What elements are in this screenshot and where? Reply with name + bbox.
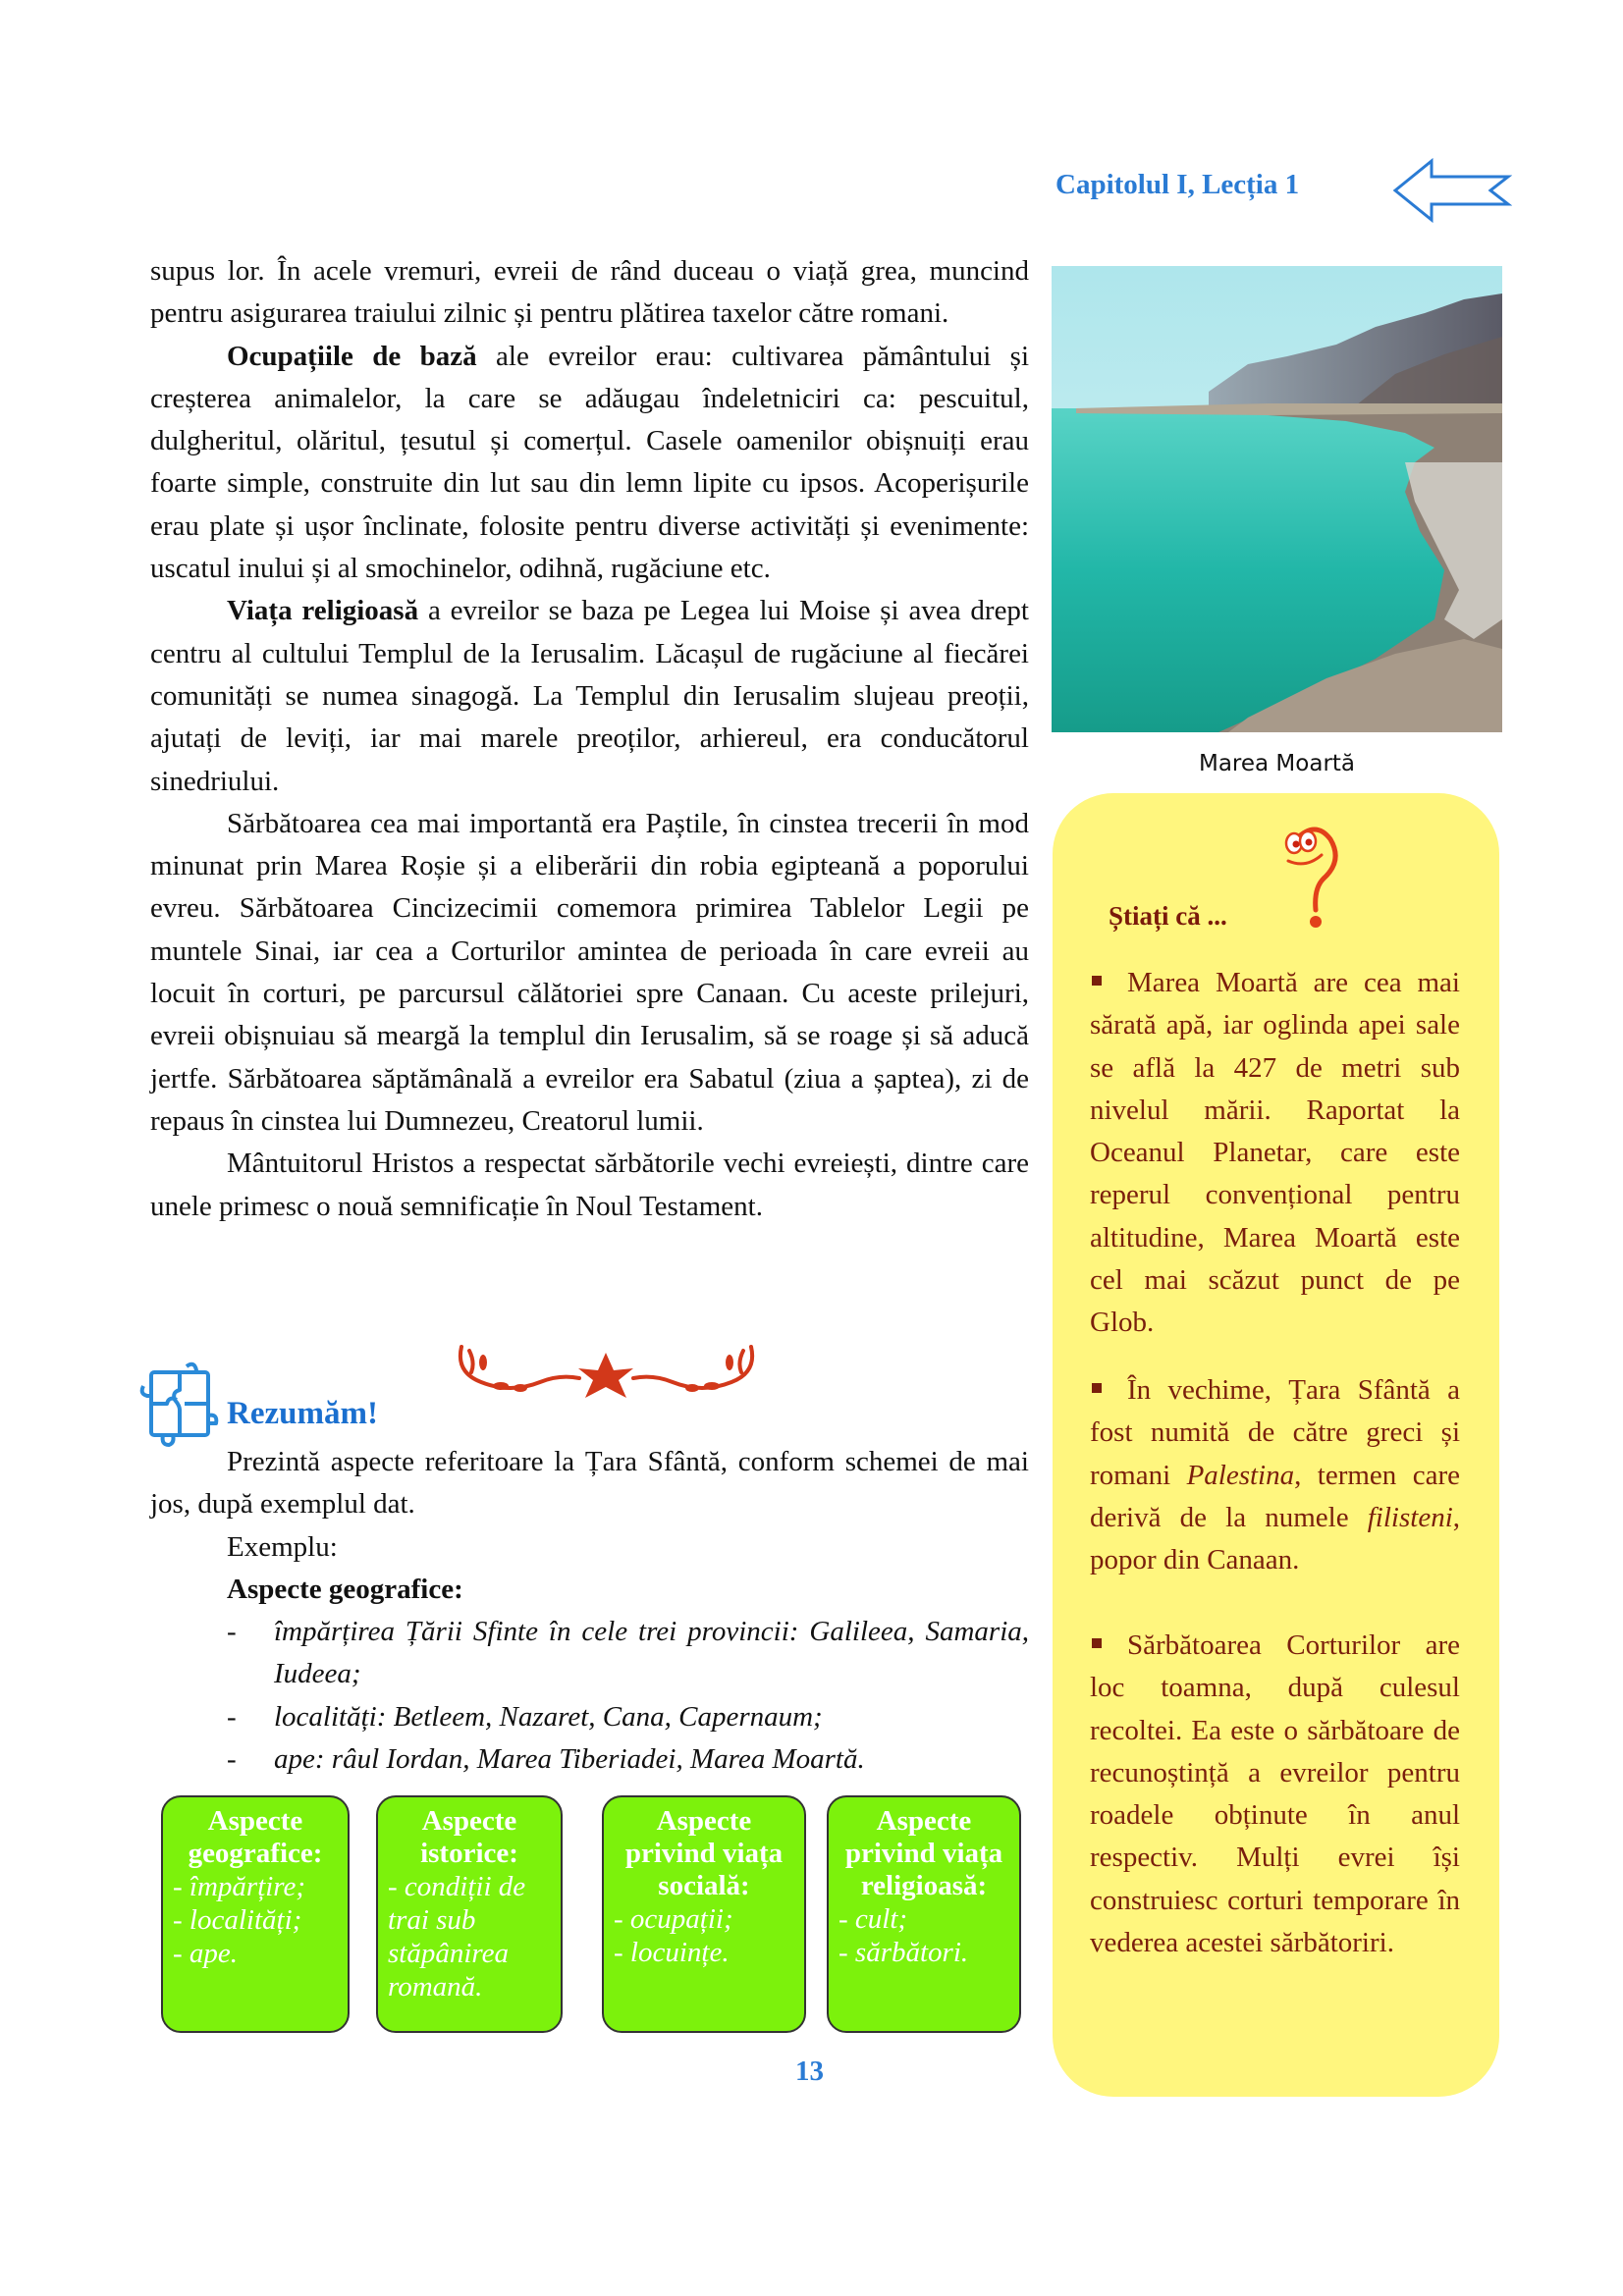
floral-ornament-icon (442, 1343, 771, 1404)
dash-marker: - (227, 1700, 237, 1733)
summary-instruction: Prezintă aspecte referitoare la Țara Sfântă, conform schemei de mai jos, după exemplul dat. (150, 1446, 1029, 1521)
photo-caption: Marea Moartă (1198, 751, 1356, 776)
fact-dead-sea (1090, 962, 1460, 1345)
scheme-box-line: - sărbători. (839, 1937, 969, 1968)
example-item-text: localități: Betleem, Nazaret, Cana, Capernaum; (274, 1700, 823, 1733)
fact-palestina (1090, 1369, 1460, 1581)
page-number: 13 (795, 2056, 824, 2087)
paragraph-religious-life-text: a evreilor se baza pe Legea lui Moise și avea drept centru al cultului Templul de la Ierusalim. Lăcașul de rugăciune al fiecărei comunități se numea sinagogă. La Templul din Ierusalim slujeau preoții, ajutați de leviți, iar mai marele preoților, arhiereul, era conducătorul sinedriului. (150, 595, 1029, 797)
example-item-text: ape: râul Iordan, Marea Tiberiadei, Marea Moartă. (274, 1743, 865, 1776)
example-item-text: împărțirea Țării Sfinte în cele trei provincii: Galileea, Samaria, Iudeea; (274, 1616, 1029, 1690)
paragraph-christ: Mântuitorul Hristos a respectat sărbătorile vechi evreiești, dintre care unele primesc o nouă semnificație în Noul Testament. (150, 1148, 1029, 1222)
example-heading (150, 1569, 1029, 1611)
puzzle-icon (139, 1361, 223, 1449)
summary-title: Rezumăm! (227, 1396, 378, 1431)
scheme-box-geographic (161, 1795, 350, 2033)
example-item (150, 1696, 1029, 1738)
example-item (150, 1738, 1029, 1781)
scheme-box-line: - cult; (839, 1903, 908, 1935)
bullet-icon (1092, 1383, 1102, 1393)
example-label: Exemplu: (227, 1530, 338, 1563)
scheme-box-title: Aspecte privind viața socială: (624, 1805, 784, 1901)
scheme-box-title: Aspecte geografice: (188, 1805, 323, 1869)
scheme-box-title: Aspecte privind viața religioasă: (844, 1805, 1003, 1901)
paragraph-occupations-text: ale evreilor erau: cultivarea pământului și creșterea animalelor, la care se adăugau îndeletniciri ca: pescuitul, dulgheritul, olăritul, țesutul și comerțul. Casele oamenilor obișnuiți erau foarte simple, construite din lut sau din lemn lipite cu ipsos. Acoperișurile erau plate și ușor înclinate, folosite pentru diverse activități și evenimente: uscatul inului și al smochinelor, odihnă, rugăciune etc. (150, 340, 1030, 585)
fact-text: , popor din Canaan. (1090, 1501, 1460, 1576)
paragraph-intro: supus lor. În acele vremuri, evreii de rând duceau o viață grea, muncind pentru asigurarea traiului zilnic și pentru plătirea taxelor către romani. (150, 255, 1029, 330)
example-heading-text: Aspecte geografice: (227, 1573, 463, 1605)
left-arrow-icon (1392, 157, 1512, 224)
dash-marker: - (227, 1616, 237, 1648)
fact-text: Marea Moartă are cea mai sărată apă, iar oglinda apei sale se află la 427 de metri sub nivelul mării. Raportat la Oceanul Planetar, care este reperul convențional pentru altitudine, Marea Moartă este cel mai scăzut punct de pe Glob. (1090, 967, 1460, 1339)
term-religious-life: Viața religioasă (227, 595, 419, 627)
fact-text: Sărbătoarea Corturilor are loc toamna, după culesul recoltei. Ea este o sărbătoare de recunoștință a evreilor pentru roadele obținute în anul respectiv. Mulți evrei își construiesc corturi temporare în vederea acestei sărbătoriri. (1090, 1629, 1460, 1959)
fact-text: În vechime, Țara Sfântă a fost numită de către greci și romani (1090, 1374, 1460, 1491)
scheme-box-title: Aspecte istorice: (420, 1805, 518, 1869)
scheme-box-religious (827, 1795, 1021, 2033)
question-mark-face-icon (1276, 820, 1355, 933)
paragraph-occupations (150, 336, 1029, 591)
chapter-lesson-header: Capitolul I, Lecția 1 (1055, 169, 1300, 200)
example-item (150, 1611, 1029, 1696)
scheme-box-line: - împărțire; (173, 1871, 306, 1902)
dead-sea-photo (1052, 266, 1502, 732)
term-occupations: Ocupațiile de bază (227, 340, 477, 372)
scheme-box-line: - ape. (173, 1938, 239, 1969)
scheme-box-line: - locuințe. (614, 1937, 730, 1968)
scheme-box-line: - localități; (173, 1904, 302, 1936)
term-filisteni: filisteni (1367, 1501, 1453, 1533)
did-you-know-title: Știați că ... (1109, 901, 1227, 931)
scheme-box-line: - ocupații; (614, 1903, 733, 1935)
paragraph-feasts: Sărbătoarea cea mai importantă era Paștile, în cinstea trecerii în mod minunat prin Marea Roșie și a eliberării din robia egipteană a poporului evreu. Sărbătoarea Cincizecimii comemora primirea Tablelor Legii pe muntele Sinai, iar cea a Corturilor amintea de perioada în care evreii au locuit în corturi, pe parcursul călătoriei spre Canaan. Cu aceste prilejuri, evreii obișnuiau să meargă la templul din Ierusalim, să se roage și să aducă jertfe. Sărbătoarea săptămânală a evreilor era Sabatul (ziua a șaptea), zi de repaus în cinstea lui Dumnezeu, Creatorul lumii. (150, 807, 1029, 1137)
fact-tabernacles (1090, 1625, 1460, 1964)
main-text (150, 250, 1029, 1228)
scheme-box-historical (376, 1795, 563, 2033)
scheme-box-line: - condiții de trai sub stăpânirea romană. (388, 1871, 526, 2002)
bullet-icon (1092, 1638, 1102, 1648)
summary-section (150, 1441, 1029, 1781)
scheme-box-social (602, 1795, 806, 2033)
term-palestina: Palestina (1186, 1459, 1295, 1491)
paragraph-religious-life (150, 590, 1029, 802)
fact-text: , termen care derivă de la numele (1090, 1459, 1460, 1533)
dash-marker: - (227, 1743, 237, 1776)
bullet-icon (1092, 976, 1102, 986)
